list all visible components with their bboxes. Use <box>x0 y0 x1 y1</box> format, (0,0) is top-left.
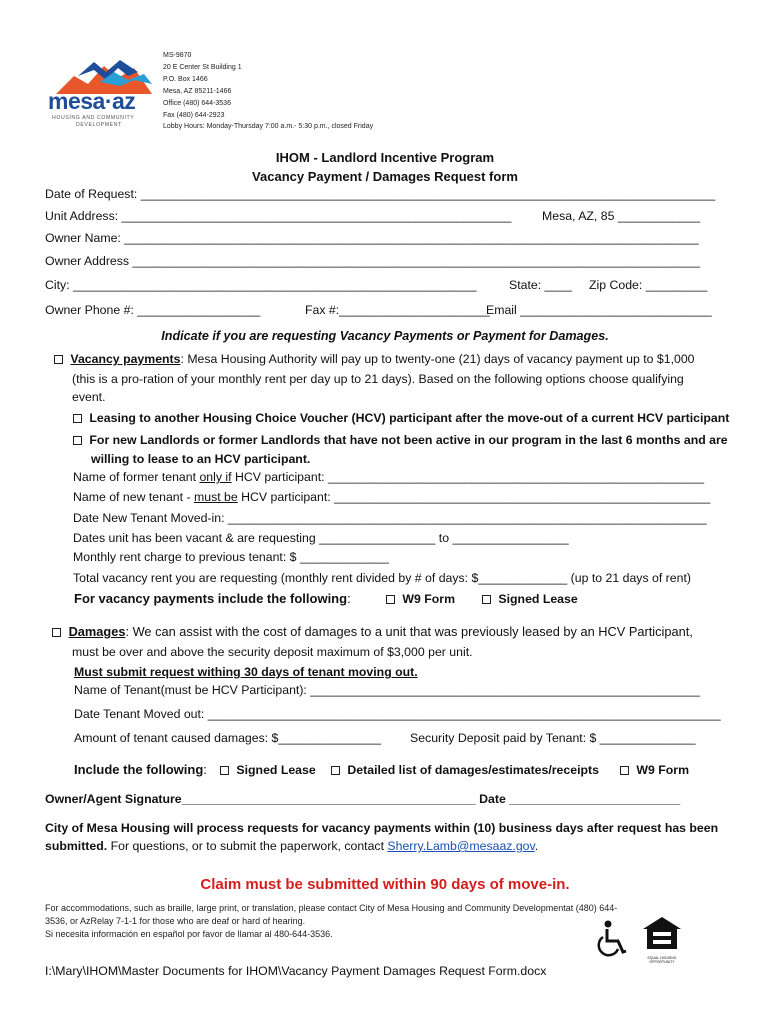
unit-city-zip-field[interactable]: Mesa, AZ, 85 ____________ <box>542 209 700 223</box>
equal-housing-text: EQUAL HOUSING OPPORTUNITY <box>647 956 677 964</box>
damages-line-2: must be over and above the security deposit maximum of $3,000 per unit. <box>72 645 473 659</box>
damages-include-text: Include the following <box>74 762 204 777</box>
monthly-rent-field[interactable]: Monthly rent charge to previous tenant: $ _____________ <box>73 550 389 564</box>
vacancy-option-2-cont: willing to lease to an HCV participant. <box>91 452 311 466</box>
processing-submitted: submitted. <box>45 839 108 853</box>
date-of-request-field[interactable]: Date of Request: ____________________________________________________________________________________ <box>45 187 716 201</box>
contact-email-link[interactable]: Sherry.Lamb@mesaaz.gov <box>387 839 535 853</box>
processing-contact-text: For questions, or to submit the paperwork, contact <box>107 839 388 853</box>
damages-list-option <box>331 763 599 777</box>
security-deposit-field[interactable]: Security Deposit paid by Tenant: $ ______________ <box>410 731 696 745</box>
former-tenant-field[interactable] <box>73 470 704 484</box>
vacancy-include-text: For vacancy payments include the following <box>74 591 348 606</box>
state-field[interactable]: State: ____ <box>509 278 572 292</box>
address-line: Office (480) 644-3536 <box>163 99 231 107</box>
address-block <box>163 50 373 133</box>
vacancy-w9-label: W9 Form <box>402 592 456 606</box>
damages-w9-label: W9 Form <box>636 763 690 777</box>
former-tenant-emphasis: only if <box>199 470 232 484</box>
new-tenant-emphasis: must be <box>193 490 238 504</box>
address-line: Fax (480) 644-2923 <box>163 111 225 119</box>
file-path-footer: I:\Mary\IHOM\Master Documents for IHOM\Vacancy Payment Damages Request Form.docx <box>45 964 547 978</box>
address-line: P.O. Box 1466 <box>163 75 208 83</box>
damages-w9-option <box>620 763 689 777</box>
wheelchair-icon <box>594 919 630 959</box>
vacancy-include-label <box>74 591 351 606</box>
address-line: Mesa, AZ 85211-1466 <box>163 87 232 95</box>
option-1-label: Leasing to another Housing Choice Voucher (HCV) participant after the move-out of a current HCV participant <box>89 411 730 425</box>
equal-housing-icon <box>640 915 684 964</box>
vacancy-w9-checkbox[interactable] <box>386 595 395 604</box>
processing-line-2 <box>45 839 538 853</box>
address-line: Lobby Hours: Monday-Thursday 7:00 a.m.- 5:30 p.m., closed Friday <box>163 123 374 131</box>
damages-text: : We can assist with the cost of damages to a unit that was previously leased by an HCV Participant, <box>125 624 693 639</box>
accommodation-line: For accommodations, such as braille, large print, or translation, please contact City of Mesa Housing and Community Developmentat (480) 644- <box>45 903 618 913</box>
tenant-name-field[interactable]: Name of Tenant(must be HCV Participant): _________________________________________________________ <box>74 683 701 697</box>
damages-list-label: Detailed list of damages/estimates/receipts <box>347 763 599 777</box>
city-field[interactable]: City: ___________________________________________________________ <box>45 278 477 292</box>
moved-out-field[interactable]: Date Tenant Moved out: ___________________________________________________________________________ <box>74 707 721 721</box>
former-tenant-blank: HCV participant: _______________________________________________________ <box>231 470 705 484</box>
damages-lease-option <box>220 763 316 777</box>
total-rent-field[interactable]: Total vacancy rent you are requesting (monthly rent divided by # of days: $_____________ (up to 21 days of rent) <box>73 571 691 585</box>
vacancy-checkbox[interactable] <box>54 355 63 364</box>
logo-subtitle-2: DEVELOPMENT <box>76 122 122 128</box>
vacancy-line-2: (this is a pro-ration of your monthly rent per day up to 21 days). Based on the following options choose qualifying <box>72 372 684 386</box>
signature-field[interactable]: Owner/Agent Signature___________________________________________ Date _________________________ <box>45 792 681 806</box>
fax-field[interactable]: Fax #:______________________ <box>305 303 490 317</box>
vacancy-option-2 <box>73 433 728 447</box>
claim-deadline-notice: Claim must be submitted within 90 days of move-in. <box>200 876 570 893</box>
damages-include-colon: : <box>203 762 207 777</box>
logo-text: mesa·az <box>48 88 136 114</box>
damages-w9-checkbox[interactable] <box>620 766 629 775</box>
address-line: 20 E Center St Building 1 <box>163 63 242 71</box>
owner-phone-field[interactable]: Owner Phone #: __________________ <box>45 303 261 317</box>
address-line: MS-9870 <box>163 52 192 59</box>
accommodation-line: 3536, or AzRelay 7-1-1 for those who are deaf or hard of hearing. <box>45 916 306 926</box>
zip-field[interactable]: Zip Code: _________ <box>589 278 708 292</box>
damages-lease-checkbox[interactable] <box>220 766 229 775</box>
vacancy-text: : Mesa Housing Authority will pay up to twenty-one (21) days of vacancy payment up to $1,000 <box>180 352 695 366</box>
new-tenant-blank: HCV participant: _______________________________________________________ <box>237 490 711 504</box>
damages-lease-label: Signed Lease <box>236 763 316 777</box>
option-1-checkbox[interactable] <box>73 414 82 423</box>
spanish-line: Si necesita información en español por favor de llamar al 480-644-3536. <box>45 929 333 939</box>
instruction-text: Indicate if you are requesting Vacancy Payments or Payment for Damages. <box>161 329 609 343</box>
vacancy-lease-checkbox[interactable] <box>482 595 491 604</box>
new-tenant-label: Name of new tenant - <box>73 490 194 504</box>
unit-address-field[interactable]: Unit Address: _________________________________________________________ <box>45 209 512 223</box>
option-2-label: For new Landlords or former Landlords that have not been active in our program in the last 6 months and are <box>89 433 728 447</box>
must-submit-notice: Must submit request withing 30 days of tenant moving out. <box>74 665 418 679</box>
accommodation-block <box>45 902 617 941</box>
option-2-checkbox[interactable] <box>73 436 82 445</box>
vacancy-line-1 <box>54 352 695 366</box>
moved-in-field[interactable]: Date New Tenant Moved-in: ______________________________________________________________________ <box>73 511 707 525</box>
logo-subtitle-1: HOUSING AND COMMUNITY <box>52 115 135 121</box>
vacancy-include-colon: : <box>347 591 351 606</box>
form-title-line2: Vacancy Payment / Damages Request form <box>252 169 518 184</box>
dates-vacant-field[interactable]: Dates unit has been vacant & are requesting _________________ to _________________ <box>73 531 569 545</box>
new-tenant-field[interactable] <box>73 490 710 504</box>
vacancy-lease-option <box>482 592 578 606</box>
vacancy-heading: Vacancy payments <box>70 352 181 366</box>
former-tenant-label: Name of former tenant <box>73 470 200 484</box>
owner-address-field[interactable]: Owner Address ___________________________________________________________________________________ <box>45 254 701 268</box>
damages-amount-field[interactable]: Amount of tenant caused damages: $_______________ <box>74 731 381 745</box>
vacancy-lease-label: Signed Lease <box>498 592 578 606</box>
damages-heading: Damages <box>68 624 126 639</box>
damages-include-label <box>74 762 207 777</box>
vacancy-line-3: event. <box>72 390 106 404</box>
processing-period: . <box>534 839 539 853</box>
form-title-line1: IHOM - Landlord Incentive Program <box>275 150 495 165</box>
mesa-logo <box>48 54 158 142</box>
vacancy-w9-option <box>386 592 455 606</box>
damages-checkbox[interactable] <box>52 628 61 637</box>
damages-list-checkbox[interactable] <box>331 766 340 775</box>
processing-line-1: City of Mesa Housing will process requests for vacancy payments within (10) business days after request has been <box>45 821 719 835</box>
owner-name-field[interactable]: Owner Name: ____________________________________________________________________________________ <box>45 231 699 245</box>
vacancy-option-1 <box>73 411 729 425</box>
damages-line-1 <box>52 624 693 639</box>
email-field[interactable]: Email ____________________________ <box>486 303 712 317</box>
